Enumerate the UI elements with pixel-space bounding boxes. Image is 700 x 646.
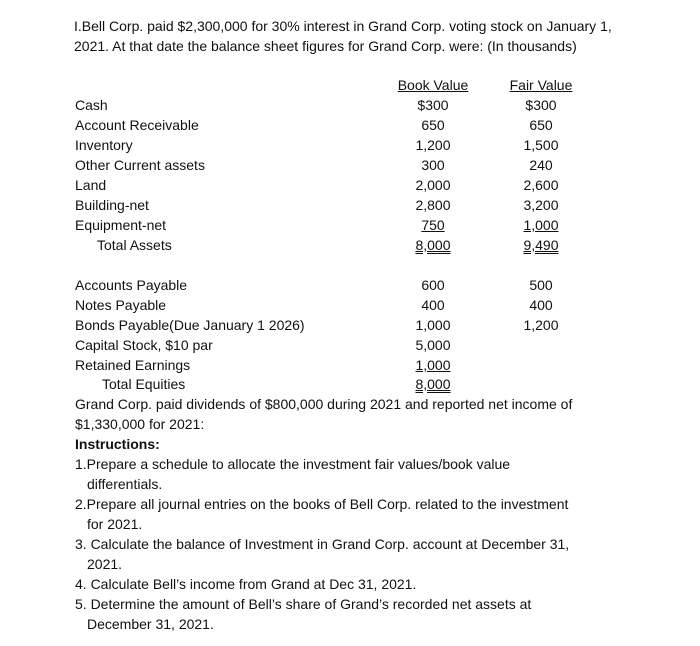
total-assets-label: Total Assets — [97, 237, 172, 253]
instruction-line: 1.Prepare a schedule to allocate the investment fair values/book value — [75, 456, 511, 472]
asset-label: Account Receivable — [75, 117, 199, 133]
asset-book-value: 300 — [421, 157, 445, 173]
problem-intro: I.Bell Corp. paid $2,300,000 for 30% interest in Grand Corp. voting stock on January 1, 2021. At that date the balance sheet figures for Grand Corp. were: (In thousands) — [74, 18, 612, 54]
asset-book-value: 2,000 — [415, 177, 451, 193]
equity-book-value-text: 1,000 — [415, 357, 451, 373]
equity-label: Accounts Payable — [75, 277, 188, 293]
equity-book-value: 400 — [421, 297, 445, 313]
asset-book-value — [388, 216, 478, 234]
equity-label: Notes Payable — [75, 297, 167, 313]
equity-book-value — [388, 356, 478, 374]
asset-label: Land — [75, 177, 107, 193]
asset-fair-value: $300 — [525, 97, 557, 113]
equity-book-value: 600 — [421, 277, 445, 293]
fair-value-header: Fair Value — [509, 77, 573, 93]
instruction-continuation: 2021. — [87, 556, 123, 572]
instruction-line: 2.Prepare all journal entries on the books of Bell Corp. related to the investment — [75, 496, 569, 512]
total-equities-book-text: 8,000 — [415, 376, 451, 392]
asset-fair-value: 3,200 — [523, 197, 559, 213]
total-assets-fair-text: 9,490 — [523, 237, 559, 253]
asset-label: Cash — [75, 97, 108, 113]
total-assets-fair — [496, 236, 586, 254]
equity-book-value: 1,000 — [415, 317, 451, 333]
instruction-item — [75, 454, 620, 494]
book-value-header: Book Value — [397, 77, 469, 93]
equity-book-value: 5,000 — [415, 337, 451, 353]
asset-fair-value: 240 — [529, 157, 553, 173]
equity-label: Retained Earnings — [75, 357, 191, 373]
instruction-continuation: differentials. — [87, 476, 163, 492]
asset-label: Equipment-net — [75, 217, 167, 233]
dividends-note: Grand Corp. paid dividends of $800,000 during 2021 and reported net income of $1,330,000 for 2021: — [75, 396, 573, 432]
asset-book-value: 2,800 — [415, 197, 451, 213]
asset-fair-value: 1,500 — [523, 137, 559, 153]
asset-book-value-text: 750 — [421, 217, 445, 233]
asset-label: Other Current assets — [75, 157, 205, 173]
total-assets-book — [388, 236, 478, 254]
instruction-line: 3. Calculate the balance of Investment in Grand Corp. account at December 31, — [75, 536, 570, 552]
instruction-line: 5. Determine the amount of Bell’s share of Grand’s recorded net assets at — [75, 596, 532, 612]
asset-book-value: 1,200 — [415, 137, 451, 153]
asset-fair-value: 650 — [529, 117, 553, 133]
asset-fair-value — [496, 216, 586, 234]
instruction-line: 4. Calculate Bell’s income from Grand at Dec 31, 2021. — [75, 576, 417, 592]
instruction-continuation: December 31, 2021. — [87, 616, 214, 632]
equity-fair-value: 1,200 — [523, 317, 559, 333]
asset-fair-value: 2,600 — [523, 177, 559, 193]
asset-book-value: $300 — [417, 97, 449, 113]
instructions-heading: Instructions: — [75, 436, 160, 452]
equity-fair-value: 400 — [529, 297, 553, 313]
total-equities-book — [388, 375, 478, 393]
total-equities-label: Total Equities — [102, 376, 186, 392]
equity-label: Bonds Payable(Due January 1 2026) — [75, 317, 305, 333]
asset-label: Inventory — [75, 137, 133, 153]
asset-fair-value-text: 1,000 — [523, 217, 559, 233]
instruction-item — [75, 574, 620, 594]
instruction-item — [75, 494, 620, 534]
instruction-continuation: for 2021. — [87, 516, 143, 532]
instruction-item — [75, 534, 620, 574]
total-assets-book-text: 8,000 — [415, 237, 451, 253]
asset-label: Building-net — [75, 197, 149, 213]
equity-fair-value: 500 — [529, 277, 553, 293]
instruction-item — [75, 594, 620, 634]
equity-label: Capital Stock, $10 par — [75, 337, 213, 353]
asset-book-value: 650 — [421, 117, 445, 133]
